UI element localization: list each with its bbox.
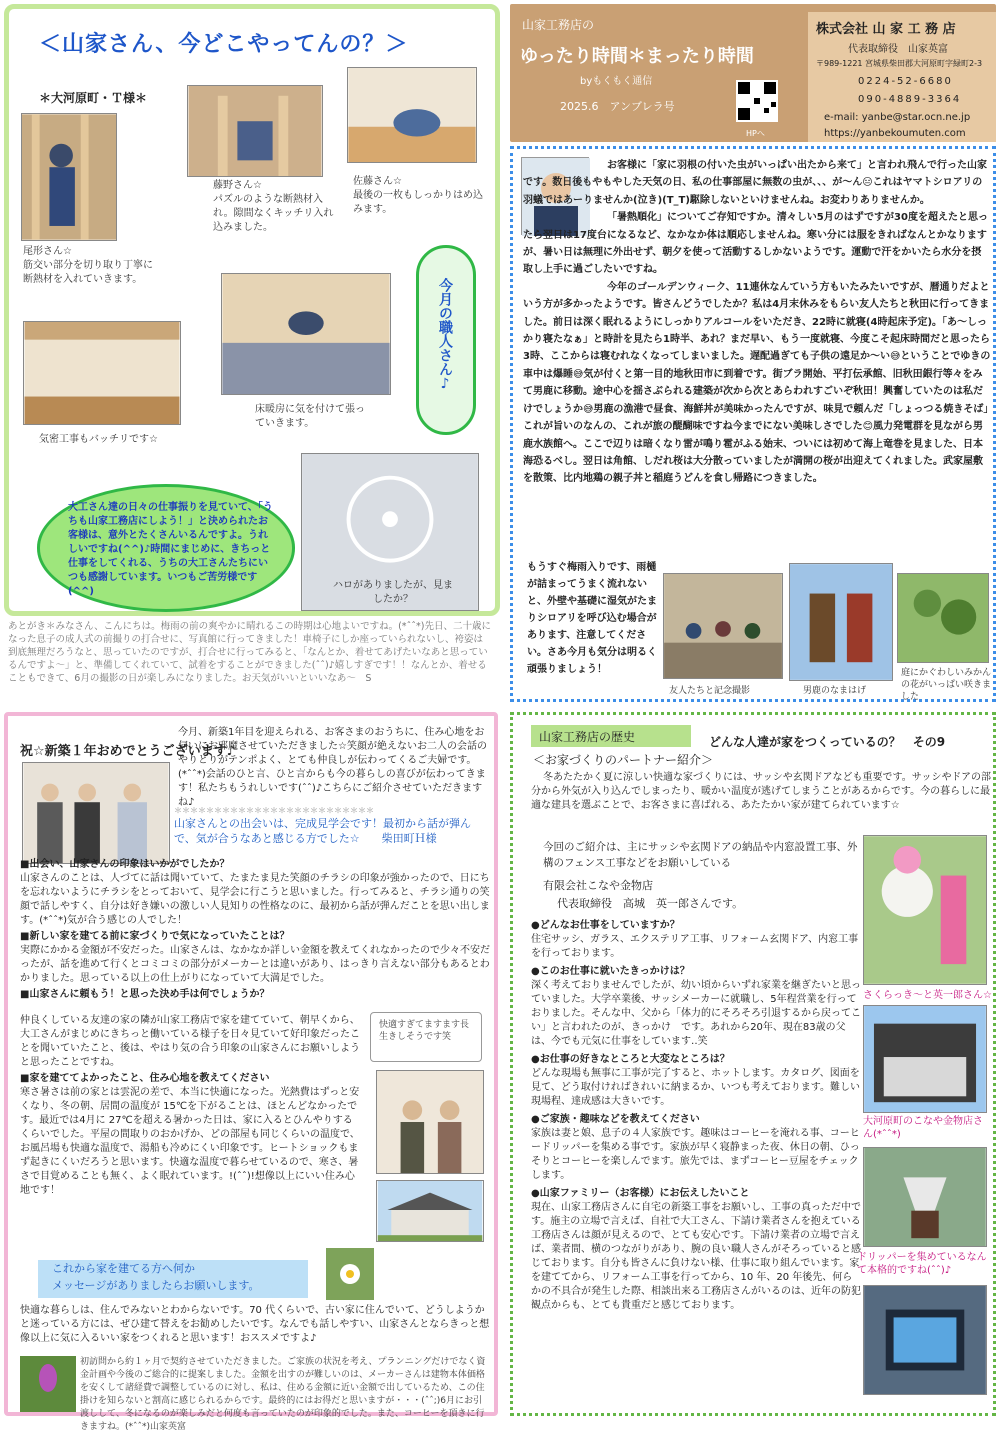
daisy-image [326, 1248, 374, 1300]
interview-block-1 [20, 856, 490, 1002]
photo-friends-image [664, 574, 782, 678]
caption-namahage: 男鹿のなまはげ [803, 686, 867, 696]
question-3: ■山家さんに頼もう！と思った決め手は何でしょうか？ [20, 989, 270, 1000]
greeting-para3: 今年のゴールデンウィーク、11連休なんていう方もいたみたいですが、暦通りだよという方が多かったようです。皆さんどうでしたか？私は4月末休みをもらい友人たちと秋田に行ってきました。前日は深く眠れるようにしっかりアルコールをいただき、22時に就寝(4時起床予定)。「あ～しっかり寝たなぁ」と時計を見たら1時半、あれ？まだ早い、もう一度就寝、今度こそ起床時間だと思ったら3時、ここからは寝むれなくなってしまいました。遅配過ぎても子供の遠足か～い😅ということでゆきの車中は爆睡😅気が付くと第一目的地秋田市に到着です。街ブラ開始、平打伝承館、旧秋田銀行等々をみて男鹿に移動。途中心を揺さぶられる建築が次から次とあらわれすごいぞ秋田！興奮していたのは私だけでしょうか😅男鹿の漁港で昼食、海鮮丼が美味かったんですが、味見で頼んだ「しょっつる焼きそば」これが旨いのなんの、これが旅の醍醐味ですね今までにない美味しさでした😊風力発電群を見ながら男鹿水族館へ。ここで辺りは暗くなり雷が鳴り雹がふる始末、ついには初めて海上竜巻を見ました、日本海恐るべし。翌日は角館、しだれ桜は大分散っていましたが満開の桜が出迎えてくれました。武家屋敷を散策、比内地鶏の親子丼と稲庭うどんを食し帰路につきました。 [523, 281, 991, 485]
partner-a1: 住宅サッシ、ガラス、エクステリア工事、リフォーム玄関ドア、内窓工事を行っております。 [531, 934, 859, 959]
photo-couple-handover [22, 762, 170, 864]
photo-couple-home [376, 1070, 484, 1174]
caption-floor: 床暖房に気を付けて張っていきます。 [255, 404, 365, 429]
company-name: 株式会社 山 家 工 務 店 [816, 22, 956, 37]
partner-q1: ●どんなお仕事をしていますか？ [531, 920, 680, 931]
photo-skylight [863, 1285, 987, 1395]
answer-4: 寒さ暑さは前の家とは雲泥の差で、本当に快適になった。光熱費はずっと安くなり、冬の朝、居間の温度が 15℃を下がることは、ほとんどなかったです。最近では4月に 27℃を超える暑かった日は、家に入るとひんやりするくらいでした。平屋の間取りのおかげか、どの部屋も同じくらいの温度で、お風呂場も快適な温度で、湯船も冷めにくい印象です。ヒートショックもまず起きにくいだろうと思います。快適な温度で暮らせているので、寒さ、暑さで目覚めることも無く、よく眠れています。!(ˆˆ)!想像以上にいい住み心地です！ [20, 1087, 360, 1196]
interview-block-2 [20, 1014, 360, 1198]
caption-airtight: 気密工事もバッチリです☆ [39, 434, 158, 445]
partner-q2: ●このお仕事に就いたきっかけは？ [531, 966, 690, 977]
partner-qa [531, 915, 861, 1313]
photo-mikan-image [898, 574, 988, 662]
caption-fujino-text: パズルのような断熱材入れ。隙間なくキッチリ入れ込みました。 [213, 194, 334, 233]
answer-3: 仲良くしている友達の家の隣が山家工務店で家を建てていて、朝早くから、大工さんがまじめにきちっと働いている様子を日々見ていて好印象だったことを聞いていたこと、後は、やはり気の合う印象の山家さんにお願いしようと思ったことですね。 [20, 1015, 360, 1068]
caption-oyama [23, 245, 153, 287]
company-email[interactable]: e-mail: yanbe@star.ocn.ne.jp [824, 112, 971, 123]
photo-shop-image [864, 1006, 986, 1112]
partner-intro2: 今回のご紹介は、主にサッシや玄関ドアの納品や内窓設置工事、外構のフェンス工事などをお願いしている [543, 841, 858, 869]
photo-sato [347, 67, 477, 163]
caption-shop: 大河原町のこなや金物店さん(*ˆˆ*) [863, 1116, 983, 1140]
photo-fujino [187, 85, 323, 177]
caption-sato-text: 最後の一枚もしっかりはめ込みます。 [353, 190, 483, 215]
newsletter-header [510, 4, 996, 142]
question-4: ■家を建ててよかったこと、住み心地を教えてください [20, 1073, 270, 1084]
answer-1: 山家さんのことは、人づてに話は聞いていて、たまたま見た笑顔のチラシの印象が強かったので、日にちを忘れないようにチラシをとっておいて、見学会に行こうと思いました。行ってみると、チラシ通りの笑顔で話しやすく、自分は好き嫌いの激しい人見知りの性格なのに、最初から話が弾んだことを思い出します。(*ˆˆ*)気が合う感じの人でした！ [20, 873, 490, 926]
answer-2: 実際にかかる金額が不安だった。山家さんは、なかなか詳しい金額を教えてくれなかったので少々不安だったが、話を進めて行くとコミコミの部分がメーカーとは違いがあり、はっきり言えない部分もあるとわかりました。思っている以上の仕上がりになっていて大満足でした。 [20, 945, 490, 984]
photo-oyama-image [22, 114, 116, 240]
company-address: 〒989-1221 宮城県柴田郡大河原町字緑町2-3 [816, 59, 983, 68]
photo-namahage-image [790, 564, 892, 680]
qr-code-image [736, 80, 778, 122]
caption-sato-name: 佐藤さん☆ [353, 176, 402, 187]
caption-mikan: 庭にかぐわしいみかんの花がいっぱい咲きました [901, 668, 992, 702]
newsletter-byline: byもくもく通信 [580, 76, 653, 87]
client-label: ＊大河原町・Ｔ様＊ [39, 91, 148, 105]
photo-sato-image [348, 68, 476, 162]
company-url[interactable]: https://yanbekoumuten.com [824, 128, 966, 139]
message-highlight [38, 1260, 308, 1298]
history-tag: 山家工務店の歴史 [531, 725, 691, 747]
photo-house-image [377, 1181, 483, 1241]
history-subtitle: どんな人達が家をつくっているの？ その9 [709, 735, 946, 749]
photo-couple-home-image [377, 1071, 483, 1173]
qr-code-icon[interactable] [736, 80, 778, 122]
photo-mascot-image [864, 836, 986, 984]
company-rep: 代表取締役 山家英富 [848, 44, 948, 55]
caption-sato [353, 175, 483, 217]
partner-title: ＜お家づくりのパートナー紹介＞ [533, 753, 714, 767]
anniversary-lead: 山家さんとの出会いは、完成見学会です！最初から話が弾んで、気が合うなあと感じる方でした☆ 柴田町Ｈ様 [174, 817, 471, 845]
partner-q5: ●山家ファミリー（お客様）にお伝えしたいこと [531, 1188, 750, 1199]
photo-flower [20, 1356, 76, 1412]
caption-mascot: さくらっき～と英一郎さん☆ [863, 990, 992, 1001]
caption-oyama-text: 筋交い部分を切り取り丁寧に断熱材を入れていきます。 [23, 260, 153, 285]
photo-fujino-image [188, 86, 322, 176]
photo-dripper [863, 1147, 987, 1247]
photo-daisy [326, 1248, 374, 1300]
question-1: ■出会い、山家さんの印象はいかがでしたか？ [20, 859, 230, 870]
speech-bubble: 快適すぎてますます長生きしそうです笑 [370, 1012, 482, 1062]
photo-namahage [789, 563, 893, 681]
partner-a5: 現在、山家工務店さんに自宅の新築工事をお願いし、工事の真っただ中です。施主の立場で言えば、自社で大工さん、下請け業者さんを抱えている工務店さんは顔が見えるので、とても安心です。下請け業者の立場で言えば、業者間、横のつながりがあり、腕の良い職人さんがそろっていると感じております。自分も皆さんに負けない様、仕事に取り組んでいます。家を建ててから、リフォーム工事を行ってから、10 年、20 年後先、何らかの不具合が発生した際、相談出来る工務店さんがいるのは、近年の防犯観点からも、とても貴重だと感じております。 [531, 1202, 861, 1311]
photo-floor [221, 273, 391, 395]
greeting-para1: お客様に「家に羽根の付いた虫がいっぱい出たから来て」と言われ飛んで行った山家です。数日後もやもやした天気の日、私の仕事部屋に無数の虫が、、、が～ん😑これはヤマトシロアリの羽蟻ではあーりませんか(泣き)(T_T)駆除しないといけませんね。お変わりありませんか。 [523, 160, 987, 206]
caption-halo: ハロがありましたが、見ましたか？ [333, 580, 453, 605]
photo-skylight-image [864, 1286, 986, 1394]
caption-friends: 友人たちと記念撮影 [669, 686, 751, 696]
photo-airtight [23, 321, 181, 425]
message-oval-text: 大工さん達の日々の仕事振りを見ていて、「うちも山家工務店にしよう！」と決められたお客様は、意外とたくさんいるんですよ。うれしいですね(^^)♪時間にまじめに、きちっと仕事をしてくれる、うちの大工さんたちにいつも感謝しています。いつもご苦労様です(^^) [68, 502, 273, 597]
photo-mascot [863, 835, 987, 985]
anniversary-title: 祝☆新築１年おめでとうございます♪ [20, 744, 235, 759]
caption-fujino [213, 179, 343, 235]
greeting-body [523, 157, 991, 488]
partner-intro: 冬あたたかく夏に涼しい快適な家づくりには、サッシや玄関ドアなども重要です。サッシやドアの部分から外気が入り込んでしまったり、暖かい温度が逃げてしまうことがあるからです。今の暮らしに最適な建具を選ぶことで、お客さまに喜ばれる、あたたかい家が建てられています☆ [531, 772, 991, 811]
company-box [808, 12, 996, 142]
answer-5: 快適な暮らしは、住んでみないとわからないです。70 代くらいで、古い家に住んでいて、どうしようかと迷っている方には、ぜひ建て替えをお勧めしたいです。なんでも話しやすい、山家さんとならきっと想像以上に気に入るいい家をつくれると思います！おススメですよ♪ [20, 1305, 490, 1344]
caption-dripper: ドリッパーを集めているなんて本格的ですね(ˆˆ)♪ [857, 1252, 987, 1276]
message-oval [37, 484, 295, 612]
photo-airtight-image [24, 322, 180, 424]
company-tel: 0224-52-6680 [858, 76, 953, 87]
photo-friends [663, 573, 783, 679]
closing-note: 初訪問から約１ヶ月で契約させていただきました。ご家族の状況を考え、プランニングだけでなく資金計画や今後のご総合的に提案しました。金額を出すのが難しいのは、メーカーさんは建物本体価格を安くして諸経費で調整しているのに対し、私は、住める金額に近い金額で出しているため、この住掛けを知らないと割高に感じられるからです。最終的にはお得だと思いますが・・・(ˆˆ;)6月にお引渡しして、冬になるのが楽しみだと何度も言っていたのが印象的でした。また、コーヒーを頂きに行きますね。(*ˆˆ*)山家英富 [80, 1357, 486, 1432]
partner-a2: 深く考えておりませんでしたが、幼い頃からいずれ家業を継ぎたいと思っていました。大学卒業後、サッシメーカーに就職し、5年程営業を行っておりました。そんな中、父から「体力的にそろそろ引退するから戻ってこい」と言われたのが、きっかけ です。あれから20年、現在83歳の父は、今でも元気に仕事をしています‥笑 [531, 980, 861, 1047]
worksite-title: ＜山家さん、今どこやってんの？＞ [39, 32, 409, 57]
newsletter-title: ゆったり時間＊まったり時間 [520, 46, 754, 67]
flower-image [20, 1356, 76, 1412]
postscript: あとがき＊みなさん、こんにちは。梅雨の前の爽やかに晴れるこの時期は心地よいですね。(*ˆˆ*)先日、二十歳になった息子の成人式の前撮りの打合せに、写真館に行ってきました！車椅子にしか座っていられないし、袴姿は到底無理だろうなと、思っていたのですが、打合せに行ってみると、「なんとか、着せてあげたいなあと思っているんですよ～」と、準備してくれていて、試着をすることができました(ˆˆ)♪嬉しすぎです！！なんとか、着せることもできて、6月の撮影の日が楽しみになりました。お天気がいいといいなあ～ S [8, 621, 491, 684]
partner-company: 有限会社こなや金物店 [543, 879, 653, 892]
history-panel [510, 712, 996, 1416]
partner-a4: 家族は妻と娘、息子の４人家族です。趣味はコーヒーを淹れる事、コーヒードリッパーを集める事です。家族が早く寝静まった夜、休日の朝、ひっそりとコーヒーを楽しんでます。旅先では、まずコーヒー豆屋をチェックします。 [531, 1128, 860, 1181]
partner-q4: ●ご家族・趣味などを教えてください [531, 1114, 700, 1125]
greeting-panel [510, 146, 996, 702]
photo-house [376, 1180, 484, 1242]
greeting-tail: もうすぐ梅雨入りです、雨樋が詰まってうまく流れないと、外壁や基礎に湿気がたまりシロアリを呼び込む場合があります、注意してください。さあ今月も気分は明るく頑張りましょう！ [527, 562, 657, 675]
company-mobile: 090-4889-3364 [858, 94, 962, 105]
partner-a3: どんな現場も無事に工事が完了すると、ホットします。カタログ、図面を見て、どう取付ければきれいに納まるか、いつも考えております。難しい現場程、達成感は大きいです。 [531, 1068, 860, 1107]
month-craftsman-text: 今月の職人さん♪ [437, 278, 453, 392]
issue-date: 2025.6 アンブレラ号 [560, 100, 675, 113]
stars-divider: ＊＊＊＊＊＊＊＊＊＊＊＊＊＊＊＊＊＊＊＊＊＊＊＊＊ [174, 806, 374, 815]
photo-couple-handover-image [23, 763, 169, 863]
partner-person: 代表取締役 高城 英一郎さんです。 [557, 897, 744, 910]
photo-oyama [21, 113, 117, 241]
photo-floor-image [222, 274, 390, 394]
question-2: ■新しい家を建てる前に家づくりで気になっていたことは？ [20, 931, 290, 942]
greeting-para2: 「暑熱順化」についてご存知ですか。清々しい5月のはずですが30度を超えたと思ったら翌日は17度台になるなど、なかなか体は順応しませんね。寒い分には服をきればなんとかなりますが、暑い日は無理に外出せず、朝夕を使って活動するしかないようです。運動で汗をかいたら水分を摂取し上手に過ごしたいですね。 [523, 212, 988, 276]
photo-dripper-image [864, 1148, 986, 1246]
message-highlight-line1: これから家を建てる方へ何か [52, 1262, 195, 1275]
worksite-panel [4, 4, 500, 616]
partner-q3: ●お仕事の好きなところと大変なところは？ [531, 1054, 730, 1065]
month-craftsman-bubble [416, 245, 476, 435]
hp-label: HPへ [746, 129, 765, 138]
caption-fujino-name: 藤野さん☆ [213, 180, 262, 191]
header-line1: 山家工務店の [522, 18, 595, 32]
anniversary-panel [4, 712, 498, 1432]
photo-mikan [897, 573, 989, 663]
message-highlight-line2: メッセージがありましたらお願いします。 [52, 1279, 260, 1292]
caption-oyama-name: 尾形さん☆ [23, 246, 72, 257]
photo-shop [863, 1005, 987, 1113]
anniversary-intro: 今月、新築1年目を迎えられる、お客さまのおうちに、住み心地をお伺いにお邪魔させていただきました☆笑顔が絶えないお二人の会話のやりとりがテンポよく、とても仲良しが伝わってくるご夫婦です。(*ˆˆ*)会話のひと言、ひと言からも今の暮らしの喜びが伝わってきます！私たちもうれしいです(ˆˆ)♪こちらにご紹介させていただきますね♪ [178, 727, 487, 808]
